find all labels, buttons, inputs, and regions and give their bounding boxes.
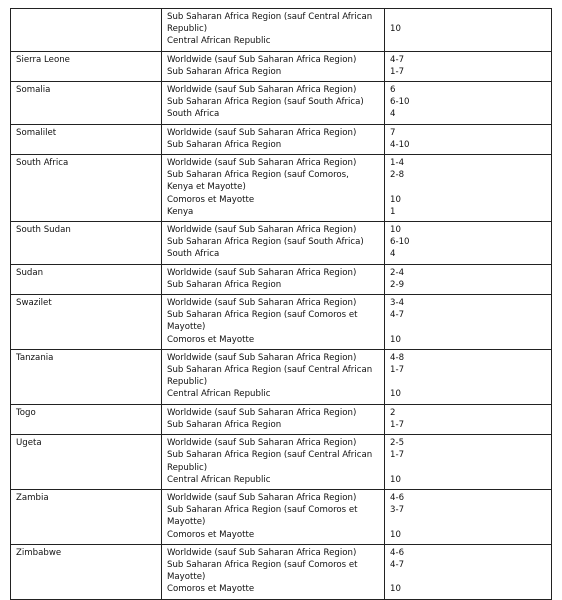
region-cell [162,124,385,154]
region-line: Worldwide (sauf Sub Saharan Africa Region) [167,438,357,449]
region-cell [162,264,385,294]
region-line: Sub Saharan Africa Region [167,66,282,77]
value-cell [385,82,552,125]
value-line: 4-7 [390,54,405,65]
value-cell [385,9,552,52]
table-row [11,155,552,222]
region-line: Republic) [167,462,208,473]
country-cell [11,435,162,490]
value-line: 4-6 [390,547,405,558]
region-line: Sub Saharan Africa Region (sauf Comoros et [167,505,358,516]
value-line: 4 [390,249,396,260]
value-line: 2-8 [390,170,405,181]
region-line: Worldwide (sauf Sub Saharan Africa Region) [167,407,357,418]
region-cell [162,349,385,404]
country-name [16,11,156,23]
table-row [11,222,552,265]
table-row [11,404,552,434]
country-name: Tanzania [16,352,54,363]
table-row [11,295,552,350]
region-line: Sub Saharan Africa Region (sauf Comoros et [167,310,358,321]
table-row [11,124,552,154]
value-line: 2-5 [390,438,405,449]
region-line: Worldwide (sauf Sub Saharan Africa Region) [167,85,357,96]
region-line: Sub Saharan Africa Region (sauf Central African [167,12,373,22]
value-line: 10 [390,225,401,236]
country-name: Zimbabwe [16,547,62,558]
value-line: 10 [390,584,401,595]
region-line: Worldwide (sauf Sub Saharan Africa Region) [167,547,357,558]
table-row [11,544,552,599]
country-cell [11,264,162,294]
value-cell [385,295,552,350]
region-line: Mayotte) [167,572,206,583]
region-line: Sub Saharan Africa Region [167,279,282,290]
country-cell [11,51,162,81]
region-line: Sub Saharan Africa Region (sauf Central African [167,365,373,376]
region-line: Sub Saharan Africa Region (sauf South Africa) [167,97,364,108]
country-cell [11,155,162,222]
region-line: Central African Republic [167,36,271,47]
value-line: 3-4 [390,298,405,309]
region-cell [162,544,385,599]
region-cell [162,295,385,350]
table-row [11,435,552,490]
value-cell [385,222,552,265]
country-name: Somalia [16,85,51,96]
value-line: 1-7 [390,365,405,376]
country-cell [11,295,162,350]
table-row [11,349,552,404]
country-name: Sierra Leone [16,54,70,65]
value-line [390,516,546,528]
region-line: Comoros et Mayotte [167,584,255,595]
value-line: 10 [390,334,401,345]
value-line: 6-10 [390,97,410,108]
region-line: Mayotte) [167,517,206,528]
country-name: Swazilet [16,298,52,309]
region-line: Worldwide (sauf Sub Saharan Africa Region) [167,352,357,363]
region-line: Sub Saharan Africa Region [167,419,282,430]
country-name: Somalilet [16,127,57,138]
table-row [11,82,552,125]
country-cell [11,124,162,154]
value-cell [385,489,552,544]
value-line [390,181,546,193]
country-name: Zambia [16,492,49,503]
value-line: 6-10 [390,237,410,248]
region-line: South Africa [167,109,220,120]
value-line: 1-7 [390,419,405,430]
region-line: Republic) [167,24,208,35]
value-line: 3-7 [390,505,405,516]
value-line: 10 [390,194,401,205]
region-line: Comoros et Mayotte [167,334,255,345]
table-body [11,9,552,600]
value-line [390,321,546,333]
country-name: Ugeta [16,438,42,449]
region-line: Worldwide (sauf Sub Saharan Africa Region) [167,127,357,138]
table-row [11,264,552,294]
region-line: Sub Saharan Africa Region (sauf Central African [167,450,373,461]
value-cell [385,264,552,294]
value-line [390,376,546,388]
country-name: South Africa [16,158,69,169]
region-line: Sub Saharan Africa Region (sauf South Africa) [167,237,364,248]
country-name: South Sudan [16,225,71,236]
value-line: 10 [390,24,401,35]
value-cell [385,404,552,434]
value-line: 10 [390,474,401,485]
region-cell [162,51,385,81]
value-line: 4-6 [390,492,405,503]
country-cell [11,404,162,434]
value-line [390,462,546,474]
value-cell [385,435,552,490]
value-line [390,35,546,47]
value-line: 1-7 [390,450,405,461]
region-cell [162,404,385,434]
value-cell [385,155,552,222]
value-cell [385,51,552,81]
country-cell [11,222,162,265]
value-cell [385,349,552,404]
region-line: Worldwide (sauf Sub Saharan Africa Region) [167,54,357,65]
region-line: Comoros et Mayotte [167,529,255,540]
region-line: Kenya et Mayotte) [167,182,246,193]
region-line: Republic) [167,377,208,388]
country-cell [11,82,162,125]
country-region-table [10,8,552,600]
region-line: Worldwide (sauf Sub Saharan Africa Region) [167,492,357,503]
value-cell [385,124,552,154]
region-cell [162,82,385,125]
region-line: Central African Republic [167,389,271,400]
country-cell [11,349,162,404]
value-line [390,11,546,23]
region-line: Worldwide (sauf Sub Saharan Africa Region) [167,267,357,278]
region-line: Sub Saharan Africa Region (sauf Comoros et [167,559,358,570]
country-cell [11,489,162,544]
table-row [11,489,552,544]
region-line: Sub Saharan Africa Region (sauf Comoros, [167,170,349,181]
table-row [11,51,552,81]
region-line: Worldwide (sauf Sub Saharan Africa Region) [167,158,357,169]
table-row [11,9,552,52]
region-line: Comoros et Mayotte [167,194,255,205]
region-cell [162,435,385,490]
region-cell [162,9,385,52]
region-line: Worldwide (sauf Sub Saharan Africa Region) [167,225,357,236]
region-line: Sub Saharan Africa Region [167,139,282,150]
region-line: Central African Republic [167,474,271,485]
value-line: 1 [390,206,396,217]
region-line: South Africa [167,249,220,260]
value-line [390,571,546,583]
value-line: 7 [390,127,396,138]
value-cell [385,544,552,599]
value-line: 4 [390,109,396,120]
value-line: 4-10 [390,139,410,150]
value-line: 2 [390,407,396,418]
value-line: 6 [390,85,396,96]
region-line: Kenya [167,206,194,217]
value-line: 2-9 [390,279,405,290]
value-line: 10 [390,529,401,540]
value-line: 4-8 [390,352,405,363]
region-cell [162,222,385,265]
value-line: 1-4 [390,158,405,169]
value-line: 10 [390,389,401,400]
value-line: 1-7 [390,66,405,77]
value-line: 2-4 [390,267,405,278]
region-line: Mayotte) [167,322,206,333]
country-cell [11,9,162,52]
region-line: Worldwide (sauf Sub Saharan Africa Region) [167,298,357,309]
country-name: Togo [16,407,36,418]
value-line: 4-7 [390,310,405,321]
value-line: 4-7 [390,559,405,570]
country-cell [11,544,162,599]
country-name: Sudan [16,267,44,278]
region-cell [162,489,385,544]
region-cell [162,155,385,222]
